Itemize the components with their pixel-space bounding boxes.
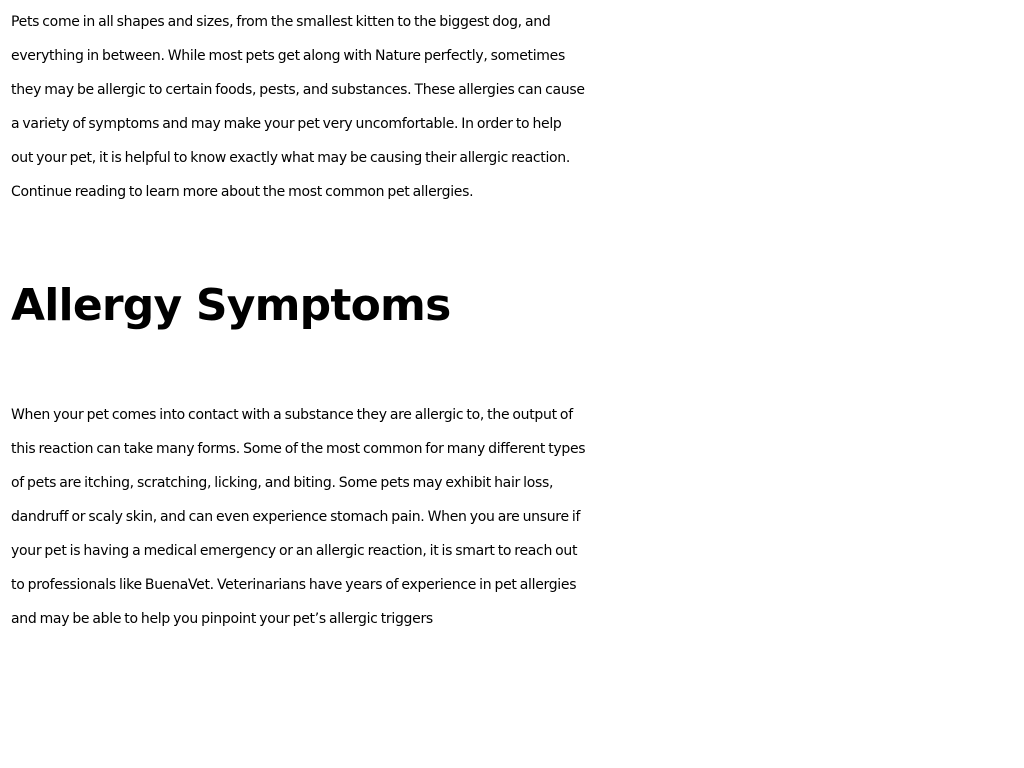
- intro-line: Pets come in all shapes and sizes, from the smallest kitten to the biggest dog, and: [11, 14, 551, 30]
- body-line: and may be able to help you pinpoint your pet’s allergic triggers: [11, 611, 433, 627]
- intro-paragraph: [11, 5, 1017, 209]
- intro-line: Continue reading to learn more about the most common pet allergies.: [11, 184, 474, 200]
- intro-line: everything in between. While most pets get along with Nature perfectly, sometimes: [11, 48, 565, 64]
- body-line: this reaction can take many forms. Some of the most common for many different types: [11, 441, 586, 457]
- intro-line: a variety of symptoms and may make your pet very uncomfortable. In order to help: [11, 116, 562, 132]
- intro-line: they may be allergic to certain foods, pests, and substances. These allergies can cause: [11, 82, 585, 98]
- body-line: When your pet comes into contact with a substance they are allergic to, the output of: [11, 407, 573, 423]
- body-line: to professionals like BuenaVet. Veterinarians have years of experience in pet allergies: [11, 577, 577, 593]
- symptoms-paragraph: [11, 398, 1017, 636]
- intro-line: out your pet, it is helpful to know exactly what may be causing their allergic reaction.: [11, 150, 571, 166]
- body-line: your pet is having a medical emergency or an allergic reaction, it is smart to reach out: [11, 543, 578, 559]
- section-heading: Allergy Symptoms: [11, 280, 451, 331]
- document-page: [11, 0, 1017, 768]
- body-line: of pets are itching, scratching, licking, and biting. Some pets may exhibit hair loss,: [11, 475, 554, 491]
- body-line: dandruff or scaly skin, and can even experience stomach pain. When you are unsure if: [11, 509, 581, 525]
